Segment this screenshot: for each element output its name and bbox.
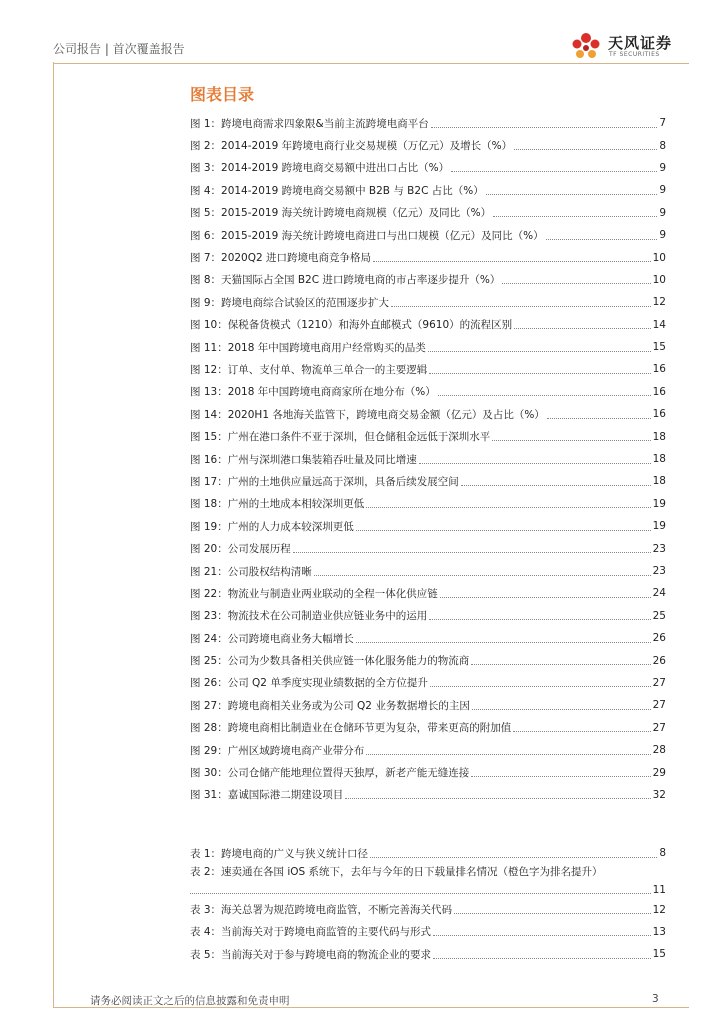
table-page-number: 11 (652, 883, 666, 896)
dot-leader (428, 351, 651, 352)
dot-leader (373, 261, 651, 262)
figure-title: 图 8：天猫国际占全国 B2C 进口跨境电商的市占率逐步提升（%） (190, 274, 501, 287)
table-list-item[interactable] (190, 898, 666, 920)
figure-list-item[interactable] (190, 112, 666, 134)
figure-page-number: 16 (652, 363, 666, 376)
figure-title: 图 16：广州与深圳港口集装箱吞吐量及同比增速 (190, 453, 417, 466)
figure-list-item[interactable] (190, 425, 666, 447)
dot-leader (472, 709, 651, 710)
figure-list-item[interactable] (190, 717, 666, 739)
figure-title: 图 6：2015-2019 海关统计跨境电商进口与出口规模（亿元）及同比（%） (190, 229, 544, 242)
dot-leader (356, 530, 651, 531)
figure-list-item[interactable] (190, 403, 666, 425)
figure-title: 图 5：2015-2019 海关统计跨境电商规模（亿元）及同比（%） (190, 207, 492, 220)
dot-leader (391, 306, 651, 307)
figure-title: 图 7：2020Q2 进口跨境电商竞争格局 (190, 252, 372, 265)
dot-leader (492, 440, 650, 441)
dot-leader (440, 597, 651, 598)
figure-page-number: 23 (652, 565, 666, 577)
figure-page-number: 27 (652, 676, 666, 689)
figure-page-number: 32 (652, 788, 666, 801)
figure-page-number: 7 (659, 117, 666, 130)
figure-page-number: 27 (652, 721, 666, 734)
figure-title: 图 27：跨境电商相关业务或为公司 Q2 业务数据增长的主因 (190, 699, 470, 712)
table-list-item[interactable] (190, 842, 666, 864)
figure-list-item[interactable] (190, 672, 666, 694)
dot-leader (546, 239, 658, 240)
figure-list-item[interactable] (190, 202, 666, 224)
table-list-item[interactable] (190, 921, 666, 943)
figure-title: 图 28：跨境电商相比制造业在仓储环节更为复杂，带来更高的附加值 (190, 722, 512, 735)
table-list-item[interactable] (190, 864, 666, 898)
figure-list-item[interactable] (190, 246, 666, 268)
footer-disclaimer: 请务必阅读正文之后的信息披露和免责申明 (90, 995, 290, 1007)
figure-list-item[interactable] (190, 179, 666, 201)
figure-list-item[interactable] (190, 291, 666, 313)
figure-title: 图 15：广州在港口条件不亚于深圳，但仓储租金远低于深圳水平 (190, 431, 491, 444)
dot-leader (431, 127, 658, 128)
figure-list-item[interactable] (190, 448, 666, 470)
table-title: 表 1：跨境电商的广义与狭义统计口径 (190, 847, 369, 860)
table-title: 表 5：当前海关对于参与跨境电商的物流企业的要求 (190, 948, 432, 961)
dot-leader (314, 575, 651, 576)
figure-list-item[interactable] (190, 761, 666, 783)
figure-page-number: 8 (659, 139, 666, 152)
figure-title: 图 18：广州的土地成本相较深圳更低 (190, 498, 365, 511)
table-entry-continuation (190, 881, 666, 898)
figure-title: 图 4：2014-2019 跨境电商交易额中 B2B 与 B2C 占比（%） (190, 184, 484, 197)
dot-leader (514, 328, 650, 329)
figure-page-number: 26 (652, 632, 666, 645)
figure-list-item[interactable] (190, 694, 666, 716)
dot-leader (356, 642, 651, 643)
dot-leader (547, 418, 651, 419)
dot-leader (454, 913, 651, 914)
figure-list-item[interactable] (190, 381, 666, 403)
figure-title: 图 9：跨境电商综合试验区的范围逐步扩大 (190, 296, 390, 309)
figure-list-item[interactable] (190, 358, 666, 380)
figure-list-item[interactable] (190, 739, 666, 761)
figure-page-number: 15 (652, 341, 666, 354)
dot-leader (429, 619, 650, 620)
figure-page-number: 10 (652, 273, 666, 286)
dot-leader (438, 395, 651, 396)
figure-list-item[interactable] (190, 627, 666, 649)
figure-title: 图 30：公司仓储产能地理位置得天独厚，新老产能无缝连接 (190, 767, 470, 780)
figure-list-item[interactable] (190, 224, 666, 246)
figure-page-number: 9 (659, 161, 666, 174)
dot-leader (461, 485, 651, 486)
dot-leader (345, 798, 650, 799)
figure-title: 图 26：公司 Q2 单季度实现业绩数据的全方位提升 (190, 677, 428, 690)
figure-page-number: 23 (652, 542, 666, 555)
figure-page-number: 16 (652, 408, 666, 421)
figure-title: 图 31：嘉诚国际港二期建设项目 (190, 789, 344, 802)
figure-page-number: 16 (652, 385, 666, 398)
figure-page-number: 27 (652, 699, 666, 712)
table-list (190, 842, 666, 966)
table-title: 表 4：当前海关对于跨境电商监管的主要代码与形式 (190, 926, 432, 939)
dot-leader (451, 171, 657, 172)
dot-leader (366, 754, 650, 755)
figure-list-item[interactable] (190, 157, 666, 179)
dot-leader (486, 194, 658, 195)
dot-leader (429, 373, 650, 374)
table-title: 表 2：速卖通在各国 iOS 系统下，去年与今年的日下载量排名情况（橙色字为排名提升） (190, 866, 603, 879)
dot-leader (370, 857, 657, 858)
dot-leader (502, 283, 650, 284)
footer-divider (53, 1007, 689, 1008)
figure-list (190, 112, 666, 806)
figure-page-number: 9 (659, 206, 666, 219)
page-number: 3 (652, 993, 659, 1005)
table-page-number: 15 (652, 948, 666, 961)
toc-title: 图表目录 (190, 85, 255, 104)
dot-leader (471, 664, 650, 665)
left-margin-divider (53, 62, 54, 1007)
figure-page-number: 12 (652, 296, 666, 309)
table-title: 表 3：海关总署为规范跨境电商监管，不断完善海关代码 (190, 904, 453, 917)
figure-list-item[interactable] (190, 336, 666, 358)
table-list-item[interactable] (190, 943, 666, 965)
figure-title: 图 25：公司为少数具备相关供应链一体化服务能力的物流商 (190, 655, 470, 668)
figure-title: 图 13：2018 年中国跨境电商商家所在地分布（%） (190, 386, 436, 399)
dot-leader (366, 507, 650, 508)
figure-title: 图 22：物流业与制造业两业联动的全程一体化供应链 (190, 587, 438, 600)
figure-title: 图 1：跨境电商需求四象限&当前主流跨境电商平台 (190, 117, 429, 130)
figure-page-number: 25 (652, 609, 666, 622)
figure-title: 图 19：广州的人力成本较深圳更低 (190, 520, 354, 533)
figure-title: 图 11：2018 年中国跨境电商用户经常购买的品类 (190, 341, 426, 354)
figure-title: 图 17：广州的土地供应量远高于深圳，具备后续发展空间 (190, 475, 459, 488)
figure-list-item[interactable] (190, 269, 666, 291)
report-type-label: 公司报告 | 首次覆盖报告 (53, 42, 185, 56)
table-page-number: 13 (652, 925, 666, 938)
figure-page-number: 19 (652, 497, 666, 510)
figure-title: 图 23：物流技术在公司制造业供应链业务中的运用 (190, 610, 428, 623)
dot-leader (493, 216, 657, 217)
figure-title: 图 14：2020H1 各地海关监管下，跨境电商交易金额（亿元）及占比（%） (190, 408, 545, 421)
dot-leader (433, 958, 651, 959)
figure-page-number: 28 (652, 744, 666, 757)
figure-list-item[interactable] (190, 605, 666, 627)
figure-list-item[interactable] (190, 649, 666, 671)
logo-name: 天风证券 (608, 34, 673, 52)
figure-list-item[interactable] (190, 493, 666, 515)
dot-leader (471, 776, 650, 777)
header-divider (53, 63, 689, 64)
figure-page-number: 10 (652, 251, 666, 264)
logo-flower-icon (568, 30, 604, 64)
figure-list-item[interactable] (190, 134, 666, 156)
figure-title: 图 10：保税备货模式（1210）和海外直邮模式（9610）的流程区别 (190, 319, 513, 332)
figure-list-item[interactable] (190, 784, 666, 806)
company-logo (568, 30, 688, 64)
figure-page-number: 26 (652, 654, 666, 667)
dot-leader (514, 149, 657, 150)
figure-page-number: 9 (659, 229, 666, 242)
figure-page-number: 18 (652, 430, 666, 443)
dot-leader (430, 686, 651, 687)
figure-page-number: 9 (659, 184, 666, 197)
dot-leader (433, 935, 651, 936)
table-page-number: 12 (652, 903, 666, 916)
figure-page-number: 19 (652, 520, 666, 533)
dot-leader (513, 731, 650, 732)
figure-page-number: 14 (652, 318, 666, 331)
figure-title: 图 3：2014-2019 跨境电商交易额中进出口占比（%） (190, 162, 450, 175)
figure-title: 图 2：2014-2019 年跨境电商行业交易规模（万亿元）及增长（%） (190, 140, 513, 153)
figure-page-number: 18 (652, 453, 666, 466)
figure-list-item[interactable] (190, 537, 666, 559)
figure-title: 图 29：广州区域跨境电商产业带分布 (190, 744, 365, 757)
dot-leader (419, 463, 651, 464)
dot-leader (293, 552, 651, 553)
figure-title: 图 21：公司股权结构清晰 (190, 565, 312, 578)
logo-subtitle: TF SECURITIES (609, 51, 660, 58)
figure-list-item[interactable] (190, 515, 666, 537)
figure-page-number: 18 (652, 475, 666, 488)
figure-title: 图 24：公司跨境电商业务大幅增长 (190, 632, 354, 645)
table-page-number: 8 (659, 847, 666, 860)
figure-list-item[interactable] (190, 560, 666, 582)
figure-list-item[interactable] (190, 314, 666, 336)
dot-leader (190, 893, 651, 894)
figure-title: 图 20：公司发展历程 (190, 543, 291, 556)
figure-list-item[interactable] (190, 470, 666, 492)
figure-title: 图 12：订单、支付单、物流单三单合一的主要逻辑 (190, 363, 428, 376)
figure-page-number: 24 (652, 587, 666, 600)
figure-list-item[interactable] (190, 582, 666, 604)
figure-page-number: 29 (652, 766, 666, 779)
